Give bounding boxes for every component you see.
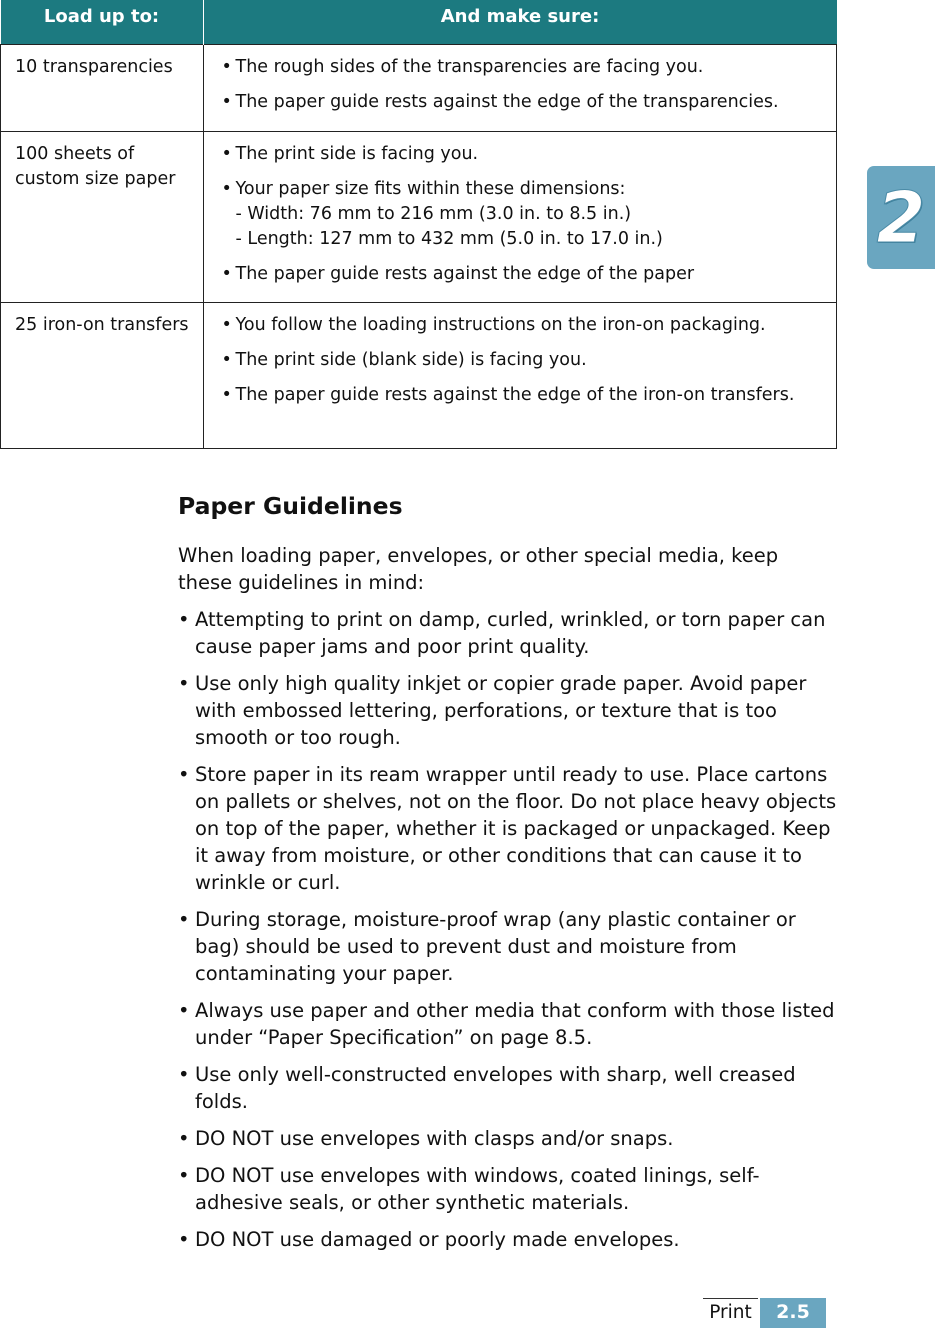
conditions-cell: [203, 45, 837, 132]
media-loading-table: [0, 0, 837, 449]
section-intro: When loading paper, envelopes, or other special media, keep these guidelines in mind:: [178, 544, 779, 594]
condition-item: • The paper guide rests against the edge of the iron-on transfers.: [221, 385, 795, 405]
condition-item: • The rough sides of the transparencies are facing you.: [221, 57, 704, 77]
condition-item: • You follow the loading instructions on the iron-on packaging.: [221, 315, 766, 335]
list-item: • DO NOT use envelopes with clasps and/or snaps.: [178, 1127, 674, 1150]
dimension-width: - Width: 76 mm to 216 mm (3.0 in. to 8.5 in.): [235, 204, 632, 224]
list-item: • DO NOT use envelopes with windows, coated linings, self-adhesive seals, or other synthetic materials.: [178, 1164, 760, 1214]
list-item: • Use only high quality inkjet or copier grade paper. Avoid paper with embossed lettering, perforations, or texture that is too smooth or too rough.: [178, 672, 807, 749]
condition-item: • The paper guide rests against the edge of the transparencies.: [221, 92, 779, 112]
condition-item: • The print side (blank side) is facing you.: [221, 350, 587, 370]
list-item: • Always use paper and other media that conform with those listed under “Paper Specification” on page 8.5.: [178, 999, 835, 1049]
header-and-make-sure: And make sure:: [203, 0, 837, 45]
footer-section-label: Print: [703, 1298, 758, 1328]
condition-item: • Your paper size fits within these dimensions: - Width: 76 mm to 216 mm (3.0 in. to 8.5 in.) - Length: 127 mm to 432 mm (5.0 in. to 17.0 in.): [218, 177, 825, 252]
list-item: • Store paper in its ream wrapper until ready to use. Place cartons on pallets or shelves, not on the floor. Do not place heavy objects on top of the paper, whether it is packaged or unpackaged. Keep it away from moisture, or other conditions that can cause it to wrinkle or curl.: [178, 763, 837, 894]
guidelines-list: [178, 606, 838, 1263]
dimension-length: - Length: 127 mm to 432 mm (5.0 in. to 17.0 in.): [235, 229, 663, 249]
footer-page-number: 2.5: [760, 1298, 826, 1328]
section-title: Paper Guidelines: [178, 492, 403, 520]
list-item: • Use only well-constructed envelopes with sharp, well creased folds.: [178, 1063, 796, 1113]
load-cell: 10 transparencies: [1, 45, 204, 132]
list-item: • DO NOT use damaged or poorly made envelopes.: [178, 1228, 680, 1251]
load-cell: 100 sheets of custom size paper: [1, 132, 204, 303]
conditions-cell: [203, 132, 837, 303]
list-item: • During storage, moisture-proof wrap (any plastic container or bag) should be used to prevent dust and moisture from contaminating your paper.: [178, 908, 796, 985]
table-header-row: [1, 0, 837, 45]
table-row: [1, 45, 837, 132]
chapter-number: 2: [876, 176, 926, 259]
list-item: • Attempting to print on damp, curled, wrinkled, or torn paper can cause paper jams and poor print quality.: [178, 608, 826, 658]
condition-item: • The print side is facing you.: [221, 144, 479, 164]
table-row: [1, 303, 837, 449]
condition-item: • The paper guide rests against the edge of the paper: [221, 264, 695, 284]
header-load-up-to: Load up to:: [1, 0, 204, 45]
conditions-cell: [203, 303, 837, 449]
chapter-tab: [867, 166, 935, 269]
table-row: [1, 132, 837, 303]
load-cell: 25 iron-on transfers: [1, 303, 204, 449]
